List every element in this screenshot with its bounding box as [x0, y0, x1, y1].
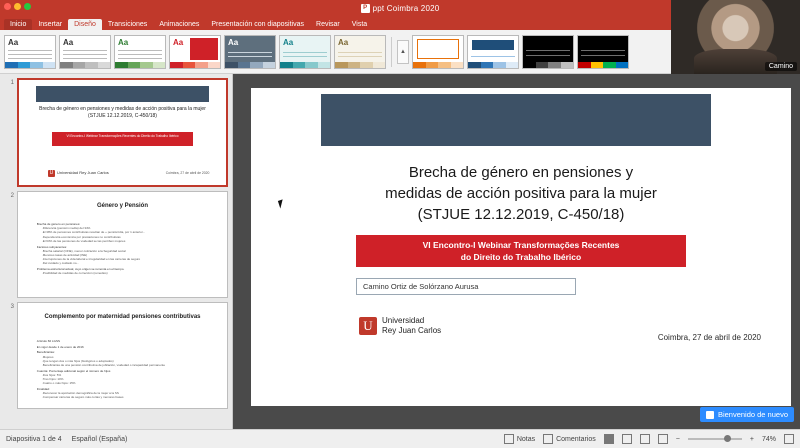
- theme-orange-frame[interactable]: [412, 35, 464, 69]
- bullet-sub: ·Brecha salarial (CINE), menor cotización a la Seguridad social: [41, 248, 126, 253]
- theme-black-mono[interactable]: [522, 35, 574, 69]
- thumb-title-1: Brecha de género en pensiones y medidas de acción positiva para la mujer (STJUE 12.12.2019, C-450/18): [39, 106, 206, 119]
- bullet-text: Finalidad:: [36, 387, 50, 392]
- zoom-video-tile[interactable]: [671, 0, 800, 74]
- tab-presentacion[interactable]: Presentación con diapositivas: [211, 21, 305, 28]
- university-line-2: Rey Juan Carlos: [382, 325, 442, 335]
- thumb-banner-1: VI Encontro-I Webinar Transformações Recentes do Direito do Trabalho Ibérico: [52, 132, 193, 146]
- bullet-sub: ·Del cuidado y cuidado no...: [41, 261, 79, 266]
- slide-number-2: 2: [10, 193, 14, 199]
- slide-title[interactable]: [287, 162, 755, 225]
- notes-label: Notas: [516, 435, 536, 443]
- theme-office-white[interactable]: [4, 35, 56, 69]
- bullet-sub: ·Compensar carreras de seguro más cortas y menores bases: [41, 395, 124, 400]
- view-normal-icon[interactable]: [604, 434, 614, 444]
- bullet-sub: ·Dos hijos: 5%: [41, 372, 62, 377]
- thumbnail-row-1[interactable]: [0, 74, 232, 187]
- university-line-1: Universidad: [382, 316, 425, 325]
- page-title: ppt Coimbra 2020: [372, 3, 440, 13]
- window-controls[interactable]: [4, 3, 31, 10]
- theme-red-accent[interactable]: [169, 35, 221, 69]
- bullet-sub: ·Reconocer la aportación demográfica de la mujer a la SS: [41, 391, 119, 396]
- toast-message: Bienvenido de nuevo: [717, 410, 788, 419]
- thumb-bullets-2: [37, 222, 213, 277]
- zoom-app-icon: [706, 411, 714, 419]
- bullet-text: Problema estructural actual, cuyo origen se remonta en el tiempo.: [36, 267, 125, 272]
- thumb-date-1: Coimbra, 27 de abril de 2020: [165, 171, 210, 175]
- bullet-sub: ·Dependencia económica por prestaciones no contributivas: [41, 234, 121, 239]
- zoom-in-button[interactable]: +: [749, 435, 754, 443]
- bullet-text: Artículo 60 LGSS: [36, 339, 60, 343]
- tab-revisar[interactable]: Revisar: [316, 21, 340, 28]
- bullet-sub: ·Menores tasas de actividad (INE): [41, 252, 88, 257]
- event-banner-line-1: VI Encontro-I Webinar Transformações Recentes: [422, 240, 620, 250]
- theme-light-gray[interactable]: [59, 35, 111, 69]
- zoom-slider[interactable]: [688, 438, 742, 440]
- bullet-sub: ·Posibilidad de medidas de corrección (remedios): [41, 271, 108, 276]
- university-name: [382, 316, 441, 335]
- slide-title-line-1: Brecha de género en pensiones y: [408, 164, 634, 181]
- slide-indicator: Diapositiva 1 de 4: [6, 435, 62, 443]
- participant-silhouette: [694, 49, 777, 74]
- tab-diseno[interactable]: Diseño: [68, 19, 102, 30]
- slide-thumbnail-3[interactable]: [17, 302, 228, 409]
- bullet-text: En vigor desde 1 de enero de 2016: [36, 344, 84, 349]
- zoom-slider-handle[interactable]: [724, 435, 731, 442]
- thumbnail-row-3[interactable]: [0, 298, 232, 409]
- participant-name-label: Camino: [765, 62, 797, 71]
- theme-black-color[interactable]: [577, 35, 629, 69]
- thumb-logo-1: [48, 170, 109, 177]
- bullet-text: Beneficiarias:: [36, 350, 55, 355]
- status-bar: [0, 429, 800, 448]
- slide-thumbnail-2[interactable]: [17, 191, 228, 298]
- themes-scroll-up-button[interactable]: ▲: [397, 40, 409, 64]
- theme-preview-text: Aa: [63, 37, 74, 47]
- slide-header-band: [321, 94, 711, 146]
- powerpoint-app-icon: P: [361, 4, 370, 13]
- ribbon-divider: [391, 37, 392, 67]
- current-slide-canvas[interactable]: [251, 88, 791, 406]
- slide-university-logo: [359, 316, 441, 335]
- comment-icon: [543, 434, 553, 444]
- welcome-toast[interactable]: [700, 407, 794, 422]
- slide-author-box[interactable]: Camino Ortiz de Solórzano Aurusa: [356, 278, 576, 295]
- theme-preview-text: Aa: [283, 37, 294, 47]
- event-banner-line-2: do Direito do Trabalho Ibérico: [460, 252, 582, 262]
- minimize-icon[interactable]: [14, 3, 21, 10]
- tab-transiciones[interactable]: Transiciones: [107, 21, 148, 28]
- theme-preview-text: Aa: [173, 37, 184, 47]
- slide-thumbnail-1[interactable]: [17, 78, 228, 187]
- theme-preview-text: Aa: [8, 37, 19, 47]
- theme-blue-block[interactable]: [467, 35, 519, 69]
- notes-button[interactable]: [504, 434, 535, 444]
- theme-dark-slate[interactable]: [224, 35, 276, 69]
- thumb-title-3: Complemento por maternidad pensiones contributivas: [44, 314, 201, 320]
- notes-icon: [504, 434, 514, 444]
- slide-title-line-3: (STJUE 12.12.2019, C-450/18): [417, 206, 625, 223]
- status-right[interactable]: [504, 434, 794, 444]
- urjc-logo-icon: U: [359, 317, 377, 335]
- zoom-level: 74%: [761, 435, 776, 443]
- bullet-sub: ·Mujeres: [41, 354, 54, 359]
- tab-inicio[interactable]: Inicio: [4, 19, 32, 30]
- bullet-sub: ·El 38% de pensiones contributivas resultan de + pensión/día, por 1 anterior...: [41, 230, 146, 235]
- thumbnail-row-2[interactable]: [0, 187, 232, 298]
- theme-green[interactable]: [114, 35, 166, 69]
- thumb-title-2: Género y Pensión: [96, 203, 148, 209]
- tab-vista[interactable]: Vista: [351, 21, 368, 28]
- slide-number-3: 3: [10, 304, 14, 310]
- tab-animaciones[interactable]: Animaciones: [159, 21, 200, 28]
- bullet-text: Factores subyacentes:: [36, 244, 67, 249]
- slides-thumbnail-panel[interactable]: [0, 74, 233, 430]
- fit-to-window-icon[interactable]: [784, 434, 794, 444]
- theme-preview-text: Aa: [338, 37, 349, 47]
- language-indicator[interactable]: Español (España): [71, 435, 128, 443]
- bullet-sub: ·Beneficiarias de una pensión contributiva de jubilación, viudedad o incapacidad permanente: [41, 363, 166, 368]
- theme-teal[interactable]: [279, 35, 331, 69]
- theme-preview-text: Aa: [118, 37, 129, 47]
- urjc-logo-icon: U: [49, 170, 54, 176]
- thumb-logo-text: Universidad Rey Juan Carlos: [56, 170, 109, 175]
- theme-sand[interactable]: [334, 35, 386, 69]
- view-reading-icon[interactable]: [640, 434, 650, 444]
- zoom-out-button[interactable]: −: [675, 435, 680, 443]
- slide-editing-stage[interactable]: [233, 74, 800, 430]
- view-sorter-icon[interactable]: [622, 434, 632, 444]
- bullet-text: Cuantía: Porcentaje adicional según el número de hijos: [36, 368, 111, 373]
- bullet-sub: ·Cuatro o más hijos: 15%: [41, 381, 76, 386]
- view-slideshow-icon[interactable]: [658, 434, 668, 444]
- status-left: [0, 436, 127, 443]
- slide-number-1: 1: [10, 80, 14, 86]
- bullet-text: Brecha de género en pensiones:: [36, 222, 81, 226]
- zoom-icon[interactable]: [24, 3, 31, 10]
- comments-button[interactable]: [543, 434, 596, 444]
- zoom-watermark: zoom: [688, 362, 777, 402]
- theme-preview-text: Aa: [228, 37, 239, 47]
- comments-label: Comentarios: [556, 435, 596, 443]
- bullet-sub: ·Tres hijos: 10%: [41, 377, 64, 382]
- bullet-sub: ·Interrupciones de la vida laboral e irregularidad en las carreras de seguro: [41, 257, 141, 262]
- slide-event-banner[interactable]: [356, 235, 686, 267]
- bullet-sub: ·Que tengan dos o más hijos (biológicos o adoptados): [41, 358, 114, 363]
- bullet-sub: ·El 63% de las pensiones de viudedad se las perciben mujeres: [41, 238, 126, 243]
- thumb-header-band: [36, 86, 210, 102]
- slide-title-line-2: medidas de acción positiva para la mujer: [385, 185, 657, 202]
- thumb-bullets-3: [37, 339, 213, 401]
- bullet-sub: ·Diferencia (pensión media) del 34%: [41, 226, 91, 231]
- close-icon[interactable]: [4, 3, 11, 10]
- slide-place-date: Coimbra, 27 de abril de 2020: [657, 333, 761, 342]
- tab-insertar[interactable]: Insertar: [38, 21, 63, 28]
